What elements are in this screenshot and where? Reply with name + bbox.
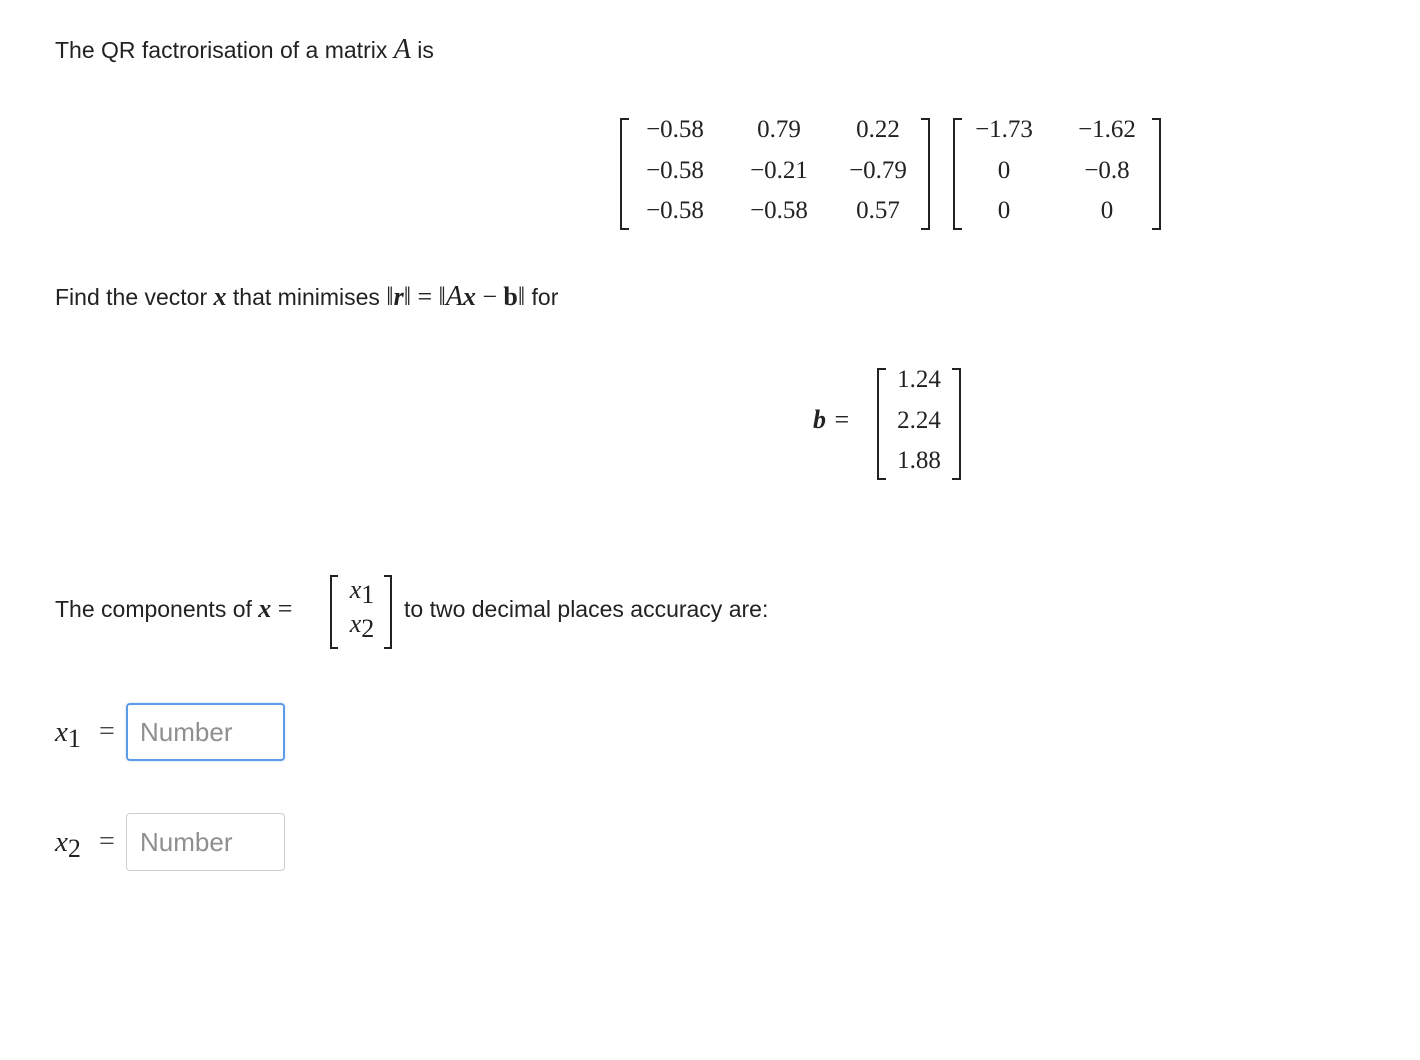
q-cell: −0.58 (646, 157, 704, 184)
r-vector-symbol: r (393, 282, 404, 311)
equals-sign: = (99, 716, 115, 747)
r-cell: −0.8 (1084, 157, 1130, 184)
subscript: 2 (361, 614, 375, 643)
x-symbol: x (55, 826, 68, 858)
r-cell: 0 (1100, 197, 1114, 224)
q-cell: 0.22 (856, 116, 900, 143)
x2-entry (340, 609, 384, 643)
intro-text (55, 34, 434, 66)
q-cell: 0.57 (856, 197, 900, 224)
x2-label (55, 826, 81, 863)
components-suffix: to two decimal places accuracy are: (404, 596, 769, 622)
norm-close: ‖ (517, 282, 526, 311)
r-matrix (953, 118, 1161, 230)
norm-open: ‖ (386, 282, 394, 311)
b-vector-label (813, 405, 849, 435)
norm-open: ‖ (438, 282, 446, 311)
find-prefix: Find the vector (55, 284, 208, 310)
components-prefix-line (55, 594, 292, 624)
norm-close: ‖ (403, 282, 412, 311)
x2-input[interactable] (126, 813, 285, 871)
x-vector-right-bracket (384, 575, 392, 649)
q-cell: −0.58 (646, 116, 704, 143)
b-cell: 2.24 (897, 407, 941, 434)
intro-suffix: is (417, 37, 434, 63)
x-symbol: x (349, 609, 362, 638)
q-matrix-left-bracket (620, 118, 629, 230)
b-vector-right-bracket (952, 368, 961, 480)
r-cell: −1.62 (1078, 116, 1136, 143)
x-vector-symbol: x (462, 282, 476, 311)
subscript: 1 (361, 580, 375, 609)
b-vector (877, 368, 961, 480)
r-cell: 0 (997, 157, 1011, 184)
x-components-vector (330, 575, 392, 649)
b-cell: 1.88 (897, 447, 941, 474)
r-matrix-left-bracket (953, 118, 962, 230)
find-instruction (55, 281, 558, 313)
q-matrix (620, 118, 930, 230)
subscript: 1 (67, 724, 81, 753)
x1-label (55, 716, 81, 753)
x-symbol: x (349, 575, 362, 604)
b-vector-symbol: b (813, 405, 826, 434)
q-cell: 0.79 (757, 116, 801, 143)
components-prefix: The components of (55, 596, 252, 622)
matrix-a-symbol: A (393, 34, 411, 65)
q-cell: −0.58 (750, 197, 808, 224)
equals-sign: = (99, 826, 115, 857)
b-vector-symbol: b (503, 282, 518, 311)
equals-sign: = (417, 282, 433, 311)
matrix-a-symbol: A (445, 281, 463, 312)
intro-label: The QR factrorisation of a matrix (55, 37, 388, 63)
b-cell: 1.24 (897, 366, 941, 393)
q-cell: −0.79 (849, 157, 907, 184)
r-matrix-right-bracket (1152, 118, 1161, 230)
q-matrix-right-bracket (921, 118, 930, 230)
find-suffix: for (531, 284, 559, 310)
x-vector-symbol: x (258, 594, 272, 623)
r-cell: 0 (997, 197, 1011, 224)
q-cell: −0.58 (646, 197, 704, 224)
equals-sign: = (834, 405, 850, 434)
find-middle: that minimises (232, 284, 380, 310)
x-vector-symbol: x (213, 282, 227, 311)
q-cell: −0.21 (750, 157, 808, 184)
subscript: 2 (67, 834, 81, 863)
r-cell: −1.73 (975, 116, 1033, 143)
x1-input[interactable] (126, 703, 285, 761)
equals-sign: = (277, 594, 293, 623)
minus-sign: − (482, 282, 497, 311)
x-symbol: x (55, 716, 68, 748)
x1-entry (340, 575, 384, 609)
x-vector-left-bracket (330, 575, 338, 649)
